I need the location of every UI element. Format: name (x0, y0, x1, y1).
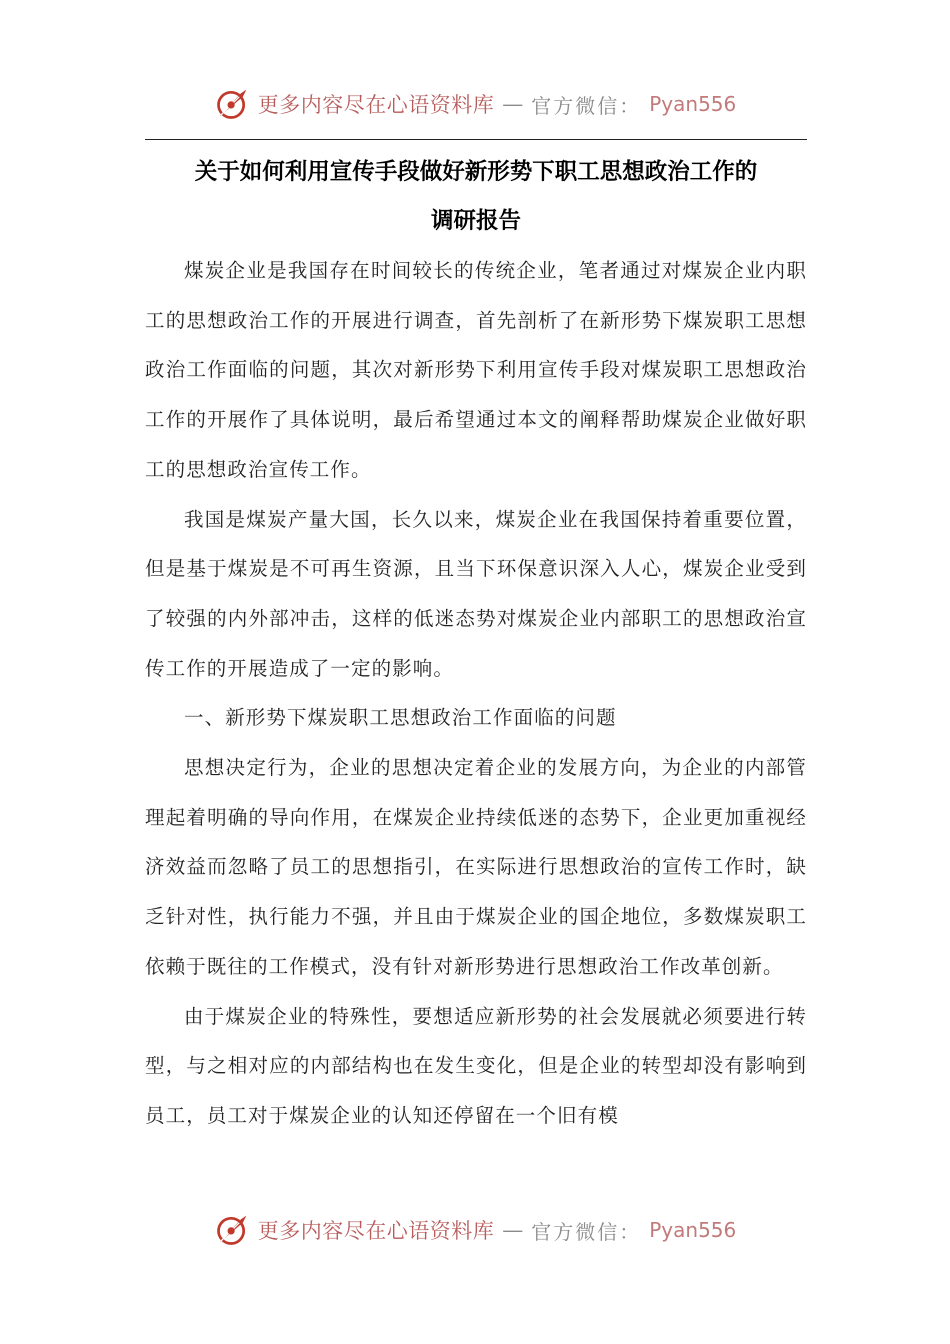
document-title (145, 148, 807, 246)
footer-contact-label: 官方微信： (531, 1219, 642, 1244)
paragraph-4: 由于煤炭企业的特殊性，要想适应新形势的社会发展就必须要进行转型，与之相对应的内部结构也在发生变化，但是企业的转型却没有影响到员工，员工对于煤炭企业的认知还停留在一个旧有模 (145, 1004, 807, 1127)
footer-brand-text: 更多内容尽在心语资料库 (257, 1219, 495, 1243)
header-divider (145, 139, 807, 140)
quill-logo-icon (214, 86, 250, 122)
banner-contact-label: 官方微信： (531, 93, 642, 118)
banner-contact-id: Pyan556 (649, 92, 737, 116)
footer-dash: — (502, 1218, 524, 1242)
document-body (145, 246, 807, 1141)
header-banner (0, 82, 950, 126)
banner-brand-text: 更多内容尽在心语资料库 (257, 93, 495, 117)
quill-logo-icon (214, 1212, 250, 1248)
title-line-2: 调研报告 (430, 208, 521, 234)
title-line-1: 关于如何利用宣传手段做好新形势下职工思想政治工作的 (194, 159, 758, 185)
banner-dash: — (502, 92, 524, 116)
paragraph-1: 煤炭企业是我国存在时间较长的传统企业，笔者通过对煤炭企业内职工的思想政治工作的开展进行调查，首先剖析了在新形势下煤炭职工思想政治工作面临的问题，其次对新形势下利用宣传手段对煤炭职工思想政治工作的开展作了具体说明，最后希望通过本文的阐释帮助煤炭企业做好职工的思想政治宣传工作。 (145, 259, 807, 481)
footer-contact-id: Pyan556 (649, 1218, 737, 1242)
section-heading-1: 一、新形势下煤炭职工思想政治工作面临的问题 (184, 706, 617, 730)
footer-banner (0, 1208, 950, 1252)
paragraph-3: 思想决定行为，企业的思想决定着企业的发展方向，为企业的内部管理起着明确的导向作用，在煤炭企业持续低迷的态势下，企业更加重视经济效益而忽略了员工的思想指引，在实际进行思想政治的宣传工作时，缺乏针对性，执行能力不强，并且由于煤炭企业的国企地位，多数煤炭职工依赖于既往的工作模式，没有针对新形势进行思想政治工作改革创新。 (145, 756, 807, 978)
paragraph-2: 我国是煤炭产量大国，长久以来，煤炭企业在我国保持着重要位置，但是基于煤炭是不可再生资源，且当下环保意识深入人心，煤炭企业受到了较强的内外部冲击，这样的低迷态势对煤炭企业内部职工的思想政治宣传工作的开展造成了一定的影响。 (145, 507, 807, 680)
